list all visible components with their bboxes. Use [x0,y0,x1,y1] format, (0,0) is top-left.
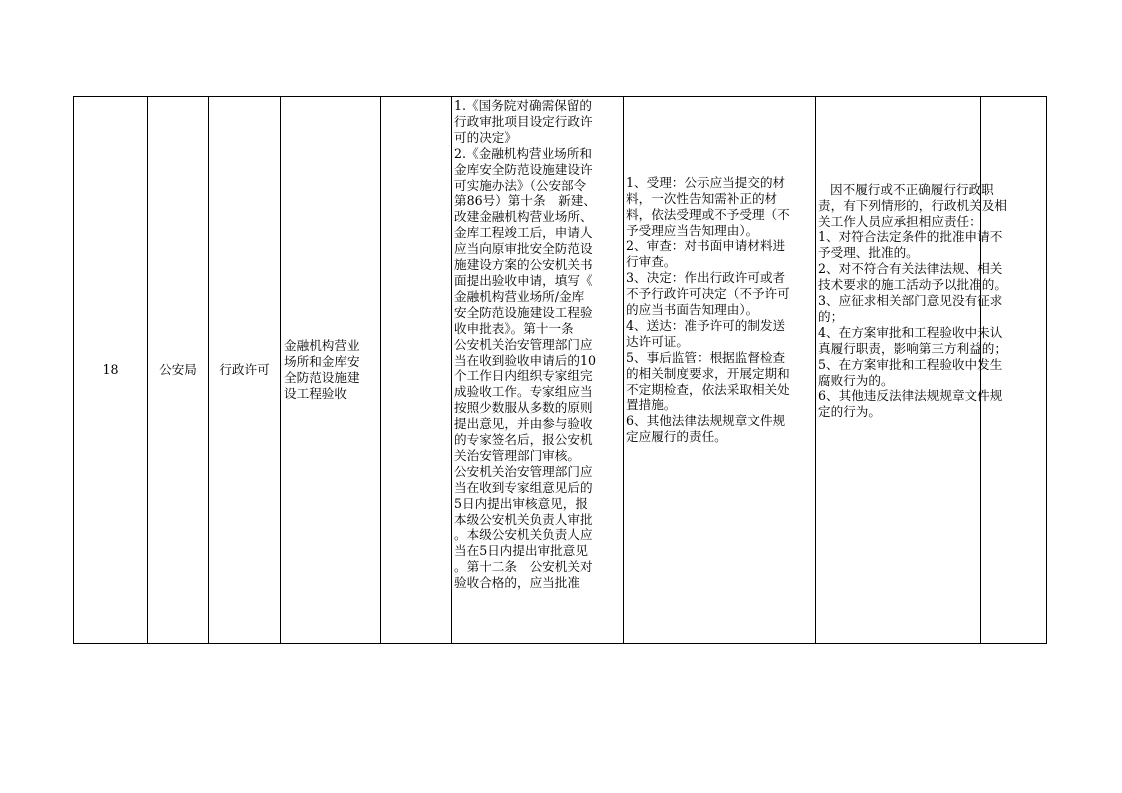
department-cell [148,97,209,644]
legal-basis-line: 面提出验收申请，填写《 [454,272,593,288]
row-number: 18 [102,362,119,378]
accountability-line: 3、应征求相关部门意见没有征求 [818,293,1003,309]
legal-basis-line: 个工作日内组织专家组完 [454,368,593,384]
accountability-line: 技术要求的施工活动予以批准的。 [818,277,1007,293]
item-name-cell [281,97,381,644]
legal-basis-line: 按照少数服从多数的原则 [454,400,593,416]
legal-basis-line: 改建金融机构营业场所、 [454,209,593,225]
responsibility-line: 的相关制度要求，开展定期和 [626,365,790,381]
department: 公安局 [159,362,197,378]
accountability-line: 4、在方案审批和工程验收中未认 [818,324,1003,340]
responsibility-line: 料，一次性告知需补正的材 [626,190,778,206]
legal-basis-line: 成验收工作。专家组应当 [454,384,593,400]
responsibility-line: 5、事后监管：根据监督检查 [626,349,786,365]
responsibility-line: 达许可证。 [626,333,689,349]
accountability-line: 真履行职责，影响第三方利益的； [818,340,1007,356]
responsibility-line: 定应履行的责任。 [626,429,727,445]
accountability-line: 2、对不符合有关法律法规、相关 [818,261,1003,277]
item-name-line: 金融机构营业 [284,338,360,354]
accountability-line: 1、对符合法定条件的批准申请不 [818,229,1003,245]
item-name-line: 全防范设施建 [284,370,360,385]
legal-basis-line: 应当向原审批安全防范设 [454,241,593,257]
accountability-line: 责，有下列情形的，行政机关及相 [818,197,1007,213]
responsibility-line: 3、决定：作出行政许可或者 [626,270,786,286]
responsibility-cell [624,97,816,644]
legal-basis-line: 。本级公安机关负责人应 [454,527,593,543]
legal-basis-line: 当在收到专家组意见后的 [454,479,593,495]
legal-basis-line: 1.《国务院对确需保留的 [454,98,592,113]
accountability-line: 6、其他违反法律法规规章文件规 [818,388,1003,404]
row-number-cell [74,97,148,644]
responsibility-table [73,96,1047,644]
legal-basis-line: 施建设方案的公安机关书 [454,257,593,273]
legal-basis-line: 验收合格的，应当批准 [454,575,580,591]
legal-basis-line: 可的决定》 [454,129,517,145]
sub-item-cell [381,97,452,644]
legal-basis-cell [452,97,624,644]
table-row [74,97,1047,644]
responsibility-line: 行审查。 [626,254,677,270]
legal-basis-line: 安全防范设施建设工程验 [454,304,593,320]
accountability-line: 定的行为。 [818,404,881,420]
item-name-line: 设工程验收 [284,385,347,401]
legal-basis-line: 行政审批项目设定行政许 [454,113,593,129]
legal-basis-line: 当在收到验收申请后的10 [454,352,596,368]
accountability-line: 关工作人员应承担相应责任： [818,213,982,229]
accountability-line: 予受理、批准的。 [818,245,919,261]
responsibility-line: 2、审查：对书面申请材料进 [626,238,786,254]
accountability-line: 5、在方案审批和工程验收中发生 [818,356,1003,372]
legal-basis-line: 金融机构营业场所/金库 [454,288,585,304]
legal-basis-line: 关治安管理部门审核。 [454,447,580,463]
responsibility-line: 置措施。 [626,397,677,413]
legal-basis-line: 提出意见，并由参与验收 [454,416,593,432]
responsibility-line: 1、受理：公示应当提交的材 [626,174,786,190]
legal-basis-line: 当在5日内提出审批意见 [454,543,588,559]
power-type-cell [209,97,281,644]
legal-basis-line: 公安机关治安管理部门应 [454,336,593,352]
legal-basis-line: 本级公安机关负责人审批 [454,511,593,527]
responsibility-line: 予受理应当告知理由）。 [626,222,759,238]
item-name-line: 场所和金库安 [284,354,360,370]
legal-basis-line: 。第十二条 公安机关对 [454,559,593,575]
responsibility-line: 不予行政许可决定（不予许可 [626,286,790,302]
legal-basis-text [452,97,623,643]
power-type: 行政许可 [219,362,270,378]
accountability-cell [816,97,1007,644]
accountability-line: 的； [818,308,844,324]
responsibility-line: 不定期检查，依法采取相关处 [626,381,790,397]
responsibility-line: 料，依法受理或不予受理（不 [626,206,790,222]
legal-basis-line: 的专家签名后，报公安机 [454,432,593,448]
legal-basis-line: 金库工程竣工后，申请人 [454,225,593,241]
legal-basis-line: 2.《金融机构营业场所和 [454,145,592,161]
legal-basis-line: 收申批表》。第十一条 [454,320,574,336]
responsibility-line: 4、送达：准予许可的制发送 [626,317,786,333]
accountability-line: 因不履行或不正确履行行政职 [830,181,994,197]
legal-basis-line: 可实施办法》（公安部令 [454,177,587,193]
legal-basis-line: 金库安全防范设施建设许 [454,161,593,177]
legal-basis-line: 第86号）第十条 新建、 [454,193,596,209]
accountability-line: 腐败行为的。 [818,372,894,388]
responsibility-line: 6、其他法律法规规章文件规 [626,413,786,429]
legal-basis-line: 公安机关治安管理部门应 [454,463,593,479]
responsibility-line: 的应当书面告知理由）。 [626,302,759,318]
legal-basis-line: 5日内提出审核意见，报 [454,495,588,511]
